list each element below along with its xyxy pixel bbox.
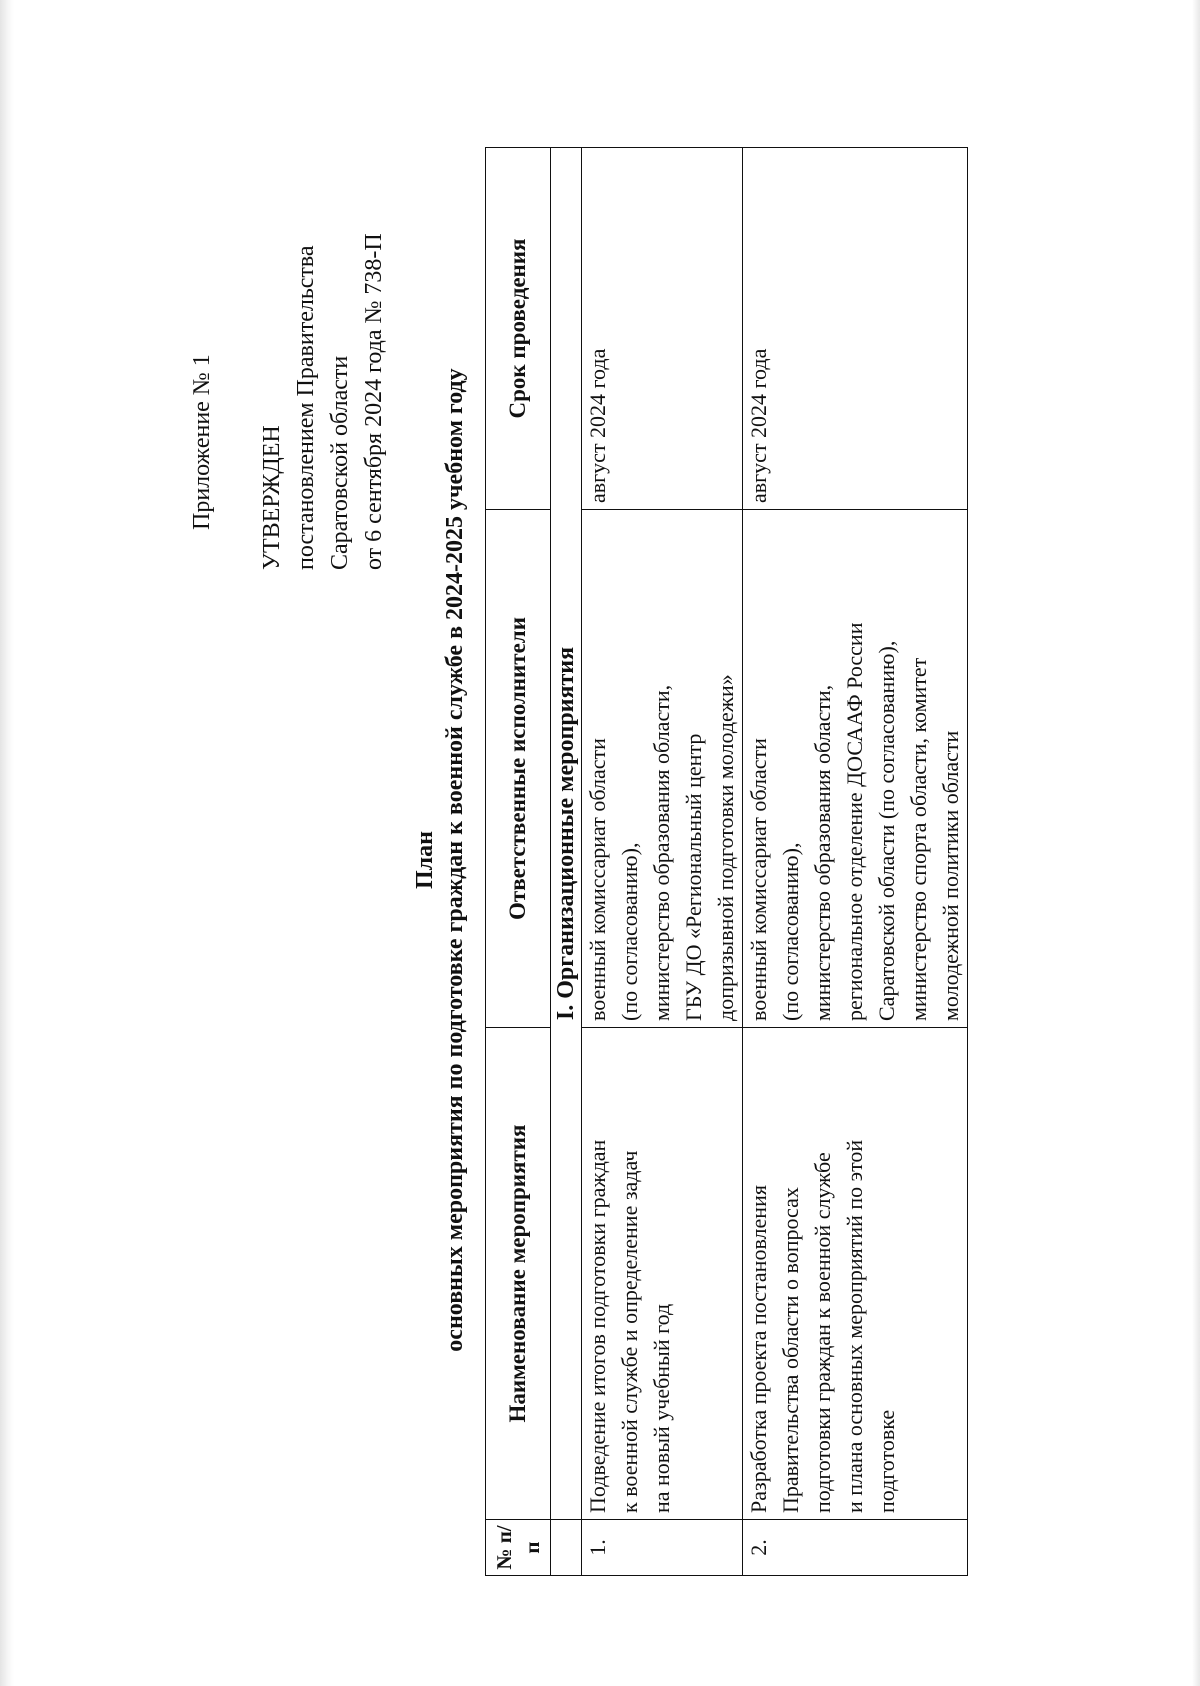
plan-table xyxy=(485,147,968,1576)
responsible-line: (по согласованию), xyxy=(617,842,642,1021)
approval-line: постановлением Правительства xyxy=(293,245,319,570)
responsible-line: военный комиссариат области xyxy=(585,738,610,1021)
approval-block xyxy=(185,130,391,570)
title-line-1: План xyxy=(412,831,438,889)
responsible-line: (по согласованию), xyxy=(778,842,803,1021)
header-num: № п/п xyxy=(486,1520,551,1576)
rotated-page xyxy=(185,130,1085,1590)
row-number: 2. xyxy=(743,1520,968,1576)
header-responsible: Ответственные исполнители xyxy=(486,510,551,1028)
responsible-line: Саратовской области (по согласованию), xyxy=(874,640,899,1021)
responsible-line: молодежной политики области xyxy=(938,730,963,1021)
section-title: I. Организационные мероприятия xyxy=(551,148,582,1520)
responsible-line: ГБУ ДО «Региональный центр xyxy=(681,733,706,1021)
row-period: август 2024 года xyxy=(743,148,968,510)
approval-line: УТВЕРЖДЕН xyxy=(259,425,285,570)
row-period: август 2024 года xyxy=(582,148,743,510)
responsible-line: министерство образования области, xyxy=(649,684,674,1021)
table-header-row xyxy=(486,148,551,1576)
name-line: к военной службе и определение задач xyxy=(617,1150,642,1513)
row-name-cell xyxy=(743,1028,968,1520)
row-number: 1. xyxy=(582,1520,743,1576)
document-title xyxy=(410,130,470,1590)
scan-edge-left xyxy=(0,0,14,1686)
name-line: подготовке xyxy=(874,1409,899,1513)
responsible-line: региональное отделение ДОСААФ России xyxy=(842,622,867,1021)
responsible-line: допризывной подготовки молодежи» xyxy=(713,674,738,1021)
name-line: Правительства области о вопросах xyxy=(778,1187,803,1513)
row-responsible-cell xyxy=(582,510,743,1028)
name-line: подготовки граждан к военной службе xyxy=(810,1152,835,1513)
row-responsible-cell xyxy=(743,510,968,1028)
header-period: Срок проведения xyxy=(486,148,551,510)
table-row xyxy=(743,148,968,1576)
approval-line: Саратовской области xyxy=(327,355,353,570)
section-spacer-cell xyxy=(551,1520,582,1576)
name-line: Разработка проекта постановления xyxy=(746,1185,771,1513)
name-line: и плана основных мероприятий по этой xyxy=(842,1139,867,1513)
appendix-number: Приложение № 1 xyxy=(189,354,215,530)
row-name-cell xyxy=(582,1028,743,1520)
section-row xyxy=(551,148,582,1576)
responsible-line: министерство спорта области, комитет xyxy=(906,657,931,1021)
approval-line: от 6 сентября 2024 года № 738-П xyxy=(361,233,387,570)
responsible-line: министерство образования области, xyxy=(810,684,835,1021)
name-line: на новый учебный год xyxy=(649,1303,674,1513)
responsible-line: военный комиссариат области xyxy=(746,738,771,1021)
name-line: Подведение итогов подготовки граждан xyxy=(585,1139,610,1513)
title-line-2: основных мероприятия по подготовке граждан к военной службе в 2024-2025 учебном году xyxy=(442,368,468,1352)
header-name: Наименование мероприятия xyxy=(486,1028,551,1520)
table-row xyxy=(582,148,743,1576)
scan-edge-right xyxy=(1192,0,1200,1686)
